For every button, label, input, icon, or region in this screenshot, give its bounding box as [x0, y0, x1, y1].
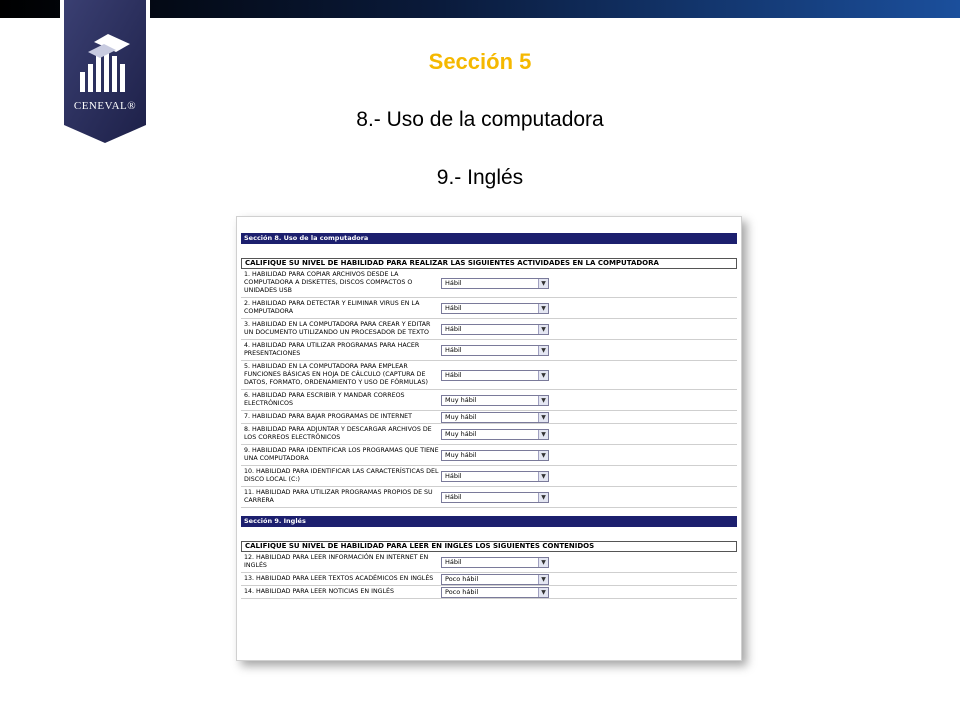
- ceneval-logo: [58, 0, 152, 150]
- question-text: 3. HABILIDAD EN LA COMPUTADORA PARA CREAR Y EDITAR UN DOCUMENTO UTILIZANDO UN PROCESADOR DE TEXTO: [244, 321, 431, 336]
- select-value: Muy hábil: [445, 395, 477, 404]
- skill-select[interactable]: [441, 429, 549, 440]
- logo-wordmark: CENEVAL®: [73, 100, 137, 112]
- skill-select[interactable]: [441, 557, 549, 568]
- subtitle-english: 9.- Inglés: [436, 166, 524, 189]
- question-row: [241, 269, 737, 298]
- skill-select[interactable]: [441, 412, 549, 423]
- question-row: [241, 573, 737, 586]
- question-text: 9. HABILIDAD PARA IDENTIFICAR LOS PROGRAMAS QUE TIENE UNA COMPUTADORA: [244, 447, 439, 462]
- skill-select[interactable]: [441, 471, 549, 482]
- select-value: Muy hábil: [445, 450, 477, 459]
- question-row: [241, 298, 737, 319]
- skill-select[interactable]: [441, 303, 549, 314]
- skill-select[interactable]: [441, 587, 549, 598]
- select-value: Muy hábil: [445, 412, 477, 421]
- skill-select[interactable]: [441, 370, 549, 381]
- skill-select[interactable]: [441, 324, 549, 335]
- select-value: Hábil: [445, 492, 462, 501]
- question-text: 6. HABILIDAD PARA ESCRIBIR Y MANDAR CORREOS ELECTRÓNICOS: [244, 392, 405, 407]
- question-text: 1. HABILIDAD PARA COPIAR ARCHIVOS DESDE LA COMPUTADORA A DISKETTES, DISCOS COMPACTOS O UNIDADES USB: [244, 271, 413, 294]
- question-text: 13. HABILIDAD PARA LEER TEXTOS ACADÉMICOS EN INGLÉS: [244, 575, 434, 582]
- question-row: [241, 586, 737, 599]
- section-gap: [241, 508, 737, 516]
- select-value: Hábil: [445, 471, 462, 480]
- select-value: Hábil: [445, 370, 462, 379]
- form-screenshot: [236, 216, 742, 661]
- question-row: [241, 552, 737, 573]
- question-text: 4. HABILIDAD PARA UTILIZAR PROGRAMAS PARA HACER PRESENTACIONES: [244, 342, 420, 357]
- skill-select[interactable]: [441, 574, 549, 585]
- chevron-down-icon[interactable]: ▼: [538, 325, 548, 334]
- skill-select[interactable]: [441, 278, 549, 289]
- select-value: Poco hábil: [445, 587, 479, 596]
- question-text: 8. HABILIDAD PARA ADJUNTAR Y DESCARGAR ARCHIVOS DE LOS CORREOS ELECTRÓNICOS: [244, 426, 432, 441]
- skill-select[interactable]: [441, 450, 549, 461]
- question-row: [241, 319, 737, 340]
- skill-select[interactable]: [441, 492, 549, 503]
- skill-select[interactable]: [441, 395, 549, 406]
- instruction-computer-use: CALIFIQUE SU NIVEL DE HABILIDAD PARA REALIZAR LAS SIGUIENTES ACTIVIDADES EN LA COMPUTADORA: [241, 258, 737, 269]
- chevron-down-icon[interactable]: ▼: [538, 396, 548, 405]
- chevron-down-icon[interactable]: ▼: [538, 413, 548, 422]
- question-row: [241, 487, 737, 508]
- chevron-down-icon[interactable]: ▼: [538, 588, 548, 597]
- question-row: [241, 390, 737, 411]
- question-row: [241, 361, 737, 390]
- question-text: 10. HABILIDAD PARA IDENTIFICAR LAS CARACTERÍSTICAS DEL DISCO LOCAL (C:): [244, 468, 439, 483]
- instruction-english: CALIFIQUE SU NIVEL DE HABILIDAD PARA LEER EN INGLÉS LOS SIGUIENTES CONTENIDOS: [241, 541, 737, 552]
- ceneval-logo-icon: [58, 0, 152, 150]
- question-text: 14. HABILIDAD PARA LEER NOTICIAS EN INGLÉS: [244, 588, 395, 595]
- chevron-down-icon[interactable]: ▼: [538, 472, 548, 481]
- subtitle-computer-use: 8.- Uso de la computadora: [356, 108, 604, 131]
- chevron-down-icon[interactable]: ▼: [538, 558, 548, 567]
- select-value: Hábil: [445, 345, 462, 354]
- question-row: [241, 411, 737, 424]
- chevron-down-icon[interactable]: ▼: [538, 575, 548, 584]
- question-text: 5. HABILIDAD EN LA COMPUTADORA PARA EMPLEAR FUNCIONES BÁSICAS EN HOJA DE CÁLCULO (CAPTURA DE DATOS, FORMATO, ORDENAMIENTO Y USO DE FÓRMULAS): [244, 363, 428, 386]
- select-value: Poco hábil: [445, 574, 479, 583]
- question-row: [241, 466, 737, 487]
- question-text: 12. HABILIDAD PARA LEER INFORMACIÓN EN INTERNET EN INGLÉS: [244, 554, 429, 569]
- select-value: Hábil: [445, 278, 462, 287]
- select-value: Hábil: [445, 303, 462, 312]
- slide-title: Sección 5: [428, 49, 532, 74]
- skill-select[interactable]: [441, 345, 549, 356]
- question-row: [241, 445, 737, 466]
- chevron-down-icon[interactable]: ▼: [538, 430, 548, 439]
- chevron-down-icon[interactable]: ▼: [538, 493, 548, 502]
- form-body: [241, 233, 737, 599]
- chevron-down-icon[interactable]: ▼: [538, 371, 548, 380]
- select-value: Hábil: [445, 557, 462, 566]
- question-row: [241, 424, 737, 445]
- question-text: 2. HABILIDAD PARA DETECTAR Y ELIMINAR VIRUS EN LA COMPUTADORA: [244, 300, 420, 315]
- question-text: 11. HABILIDAD PARA UTILIZAR PROGRAMAS PROPIOS DE SU CARRERA: [244, 489, 433, 504]
- chevron-down-icon[interactable]: ▼: [538, 304, 548, 313]
- select-value: Muy hábil: [445, 429, 477, 438]
- section-header-computer-use: Sección 8. Uso de la computadora: [241, 233, 737, 244]
- chevron-down-icon[interactable]: ▼: [538, 346, 548, 355]
- question-text: 7. HABILIDAD PARA BAJAR PROGRAMAS DE INTERNET: [244, 413, 412, 420]
- question-row: [241, 340, 737, 361]
- section-header-english: Sección 9. Inglés: [241, 516, 737, 527]
- chevron-down-icon[interactable]: ▼: [538, 279, 548, 288]
- chevron-down-icon[interactable]: ▼: [538, 451, 548, 460]
- select-value: Hábil: [445, 324, 462, 333]
